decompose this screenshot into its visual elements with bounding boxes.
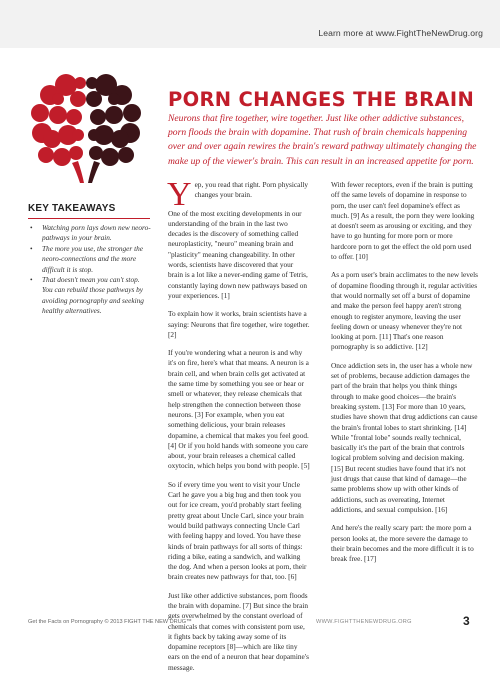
brain-lobe-right bbox=[90, 109, 106, 125]
body-paragraph bbox=[167, 176, 310, 213]
footer-website[interactable]: WWW.FIGHTTHENEWDRUG.ORG bbox=[316, 619, 412, 625]
key-takeaways-divider bbox=[28, 218, 150, 219]
lead-paragraph: Neurons that fire together, wire together. Just like other addictive substances, porn floods the brain with dopamine. That rush of brain chemicals happening over and over again rewires the brain's reward pathway ultimately changing the make up of the viewer's brain. This can result in an increased appetite for porn. bbox=[168, 113, 477, 167]
page-number: 3 bbox=[463, 614, 470, 628]
takeaway-item: • Watching porn lays down new neoro-pathways in your brain. bbox=[28, 223, 152, 244]
brain-icon bbox=[28, 73, 144, 185]
body-column-1 bbox=[167, 176, 310, 681]
body-paragraph: As a porn user's brain acclimates to the new levels of dopamine flooding through it, regular activities that would normally set off a burst of dopamine and make the person feel happy aren't strong enough to register anymore, leaving the user feeling down or uneasy whenever they're not looking at porn. [11] That's one reason pornography is so addictive. [12] bbox=[331, 270, 479, 352]
footer-copyright: Get the Facts on Pornography © 2013 FIGHT THE NEW DRUG™ bbox=[28, 619, 192, 625]
body-column-2 bbox=[331, 180, 478, 572]
brain-stem-right bbox=[88, 161, 100, 183]
body-paragraph: To explain how it works, brain scientists have a saying: Neurons that fire together, wire together. [2] bbox=[168, 309, 310, 339]
brain-lobe-right bbox=[108, 93, 120, 105]
brain-lobe-left bbox=[49, 106, 67, 124]
brain-lobe-right bbox=[123, 104, 141, 122]
brain-lobe-left bbox=[74, 77, 86, 89]
learn-more-link[interactable]: Learn more at www.FightTheNewDrug.org bbox=[318, 28, 483, 38]
brain-lobe-left bbox=[70, 91, 86, 107]
body-paragraph: Once addiction sets in, the user has a whole new set of problems, because addiction damages the part of the brain that helps you think things through to make good choices—the brain's breaking system. [13] For more than 10 years, studies have shown that drug addictions can cause the brain's frontal lobes to start shrinking. [14] While "frontal lobe" sounds really technical, basically it's the part of the brain that controls logical problem solving and decision making. [15] But recent studies have found that it's not just drugs that cause that kind of damage—the same problems show up with other kinds of addictions, such as overeating, Internet addictions, and sexual compulsion. [16] bbox=[331, 360, 478, 514]
body-paragraph: If you're wondering what a neuron is and why it's on fire, here's what that means. A neuron is a brain cell, and when brain cells get activated at the same time by something you see or hear or smell or whatever, they release chemicals that help strengthen the connection between those neurons. [3] For example, when you eat something delicious, your brain releases dopamine, a chemical that makes you feel good. [4] Or if you hold hands with someone you care about, your brain releases a chemical called oxytocin, which helps you bond with people. [5] bbox=[168, 348, 310, 471]
takeaway-item: • That doesn't mean you can't stop. You can rebuild those pathways by avoiding pornography and seeking healthy alternatives. bbox=[28, 275, 152, 317]
body-paragraph: And here's the really scary part: the more porn a person looks at, the more severe the damage to their brain becomes and the more difficult it is to break free. [17] bbox=[331, 523, 474, 564]
brain-stem-left bbox=[72, 161, 84, 183]
brain-lobe-right bbox=[86, 77, 98, 89]
brain-lobe-left bbox=[72, 129, 84, 141]
brain-lobe-left bbox=[52, 93, 64, 105]
brain-lobe-left bbox=[53, 148, 71, 166]
body-paragraph: With fewer receptors, even if the brain is putting off the same levels of dopamine in response to porn, the user can't feel dopamine's effect as much. [9] As a result, the porn they were looking at doesn't seem as arousing or exciting, and they have to go hunting for more porn or more hardcore porn to get the effect the old porn used to offer. [10] bbox=[331, 180, 475, 262]
page-title: PORN CHANGES THE BRAIN bbox=[168, 88, 475, 111]
header-bar bbox=[0, 0, 500, 48]
body-paragraph: One of the most exciting developments in our understanding of the brain in the last two decades is the discovery of something called neuroplasticity, "neuro" meaning brain and "plasticity" meaning changeability. In other words, scientists have discovered that your brain is a lot like a never-ending game of Tetris, constantly laying down new pathways based on your experiences. [1] bbox=[168, 208, 308, 300]
brain-lobe-right bbox=[105, 106, 123, 124]
brain-lobe-right bbox=[86, 91, 102, 107]
brain-lobe-left bbox=[38, 147, 54, 163]
drop-cap: Y bbox=[167, 176, 192, 213]
brain-lobe-right bbox=[88, 129, 100, 141]
takeaway-item: • The more you use, the stronger the neoro-connections and the more difficult it is stop. bbox=[28, 244, 152, 275]
brain-lobe-right bbox=[101, 148, 119, 166]
body-text: ep, you read that right. Porn physically changes your brain. bbox=[194, 180, 309, 200]
brain-lobe-right bbox=[118, 147, 134, 163]
brain-lobe-left bbox=[66, 109, 82, 125]
brain-lobe-left bbox=[31, 104, 49, 122]
key-takeaways-heading: KEY TAKEAWAYS bbox=[28, 203, 116, 214]
body-paragraph: Just like other addictive substances, porn floods the brain with dopamine. [7] But since the brain gets overwhelmed by the constant overload of chemicals that comes with consistent porn use, it fights back by taking away some of its dopamine receptors [8]—which are like tiny ears on the end of a neuron that hear dopamine's message. bbox=[168, 590, 309, 672]
body-paragraph: So if every time you went to visit your Uncle Carl he gave you a big hug and then took you out for ice cream, you'd probably start feeling pretty great about Uncle Carl, since your brain would build pathways connecting Uncle Carl with feeling happy and loved. You have these kinds of brain pathways for all sorts of things: riding a bike, eating a sandwich, and walking the dog. And when a person looks at porn, their brain creates new pathways for that, too. [6] bbox=[168, 479, 307, 582]
brain-lobe-right bbox=[89, 146, 103, 160]
brain-lobe-left bbox=[69, 146, 83, 160]
key-takeaways-list bbox=[28, 223, 152, 317]
